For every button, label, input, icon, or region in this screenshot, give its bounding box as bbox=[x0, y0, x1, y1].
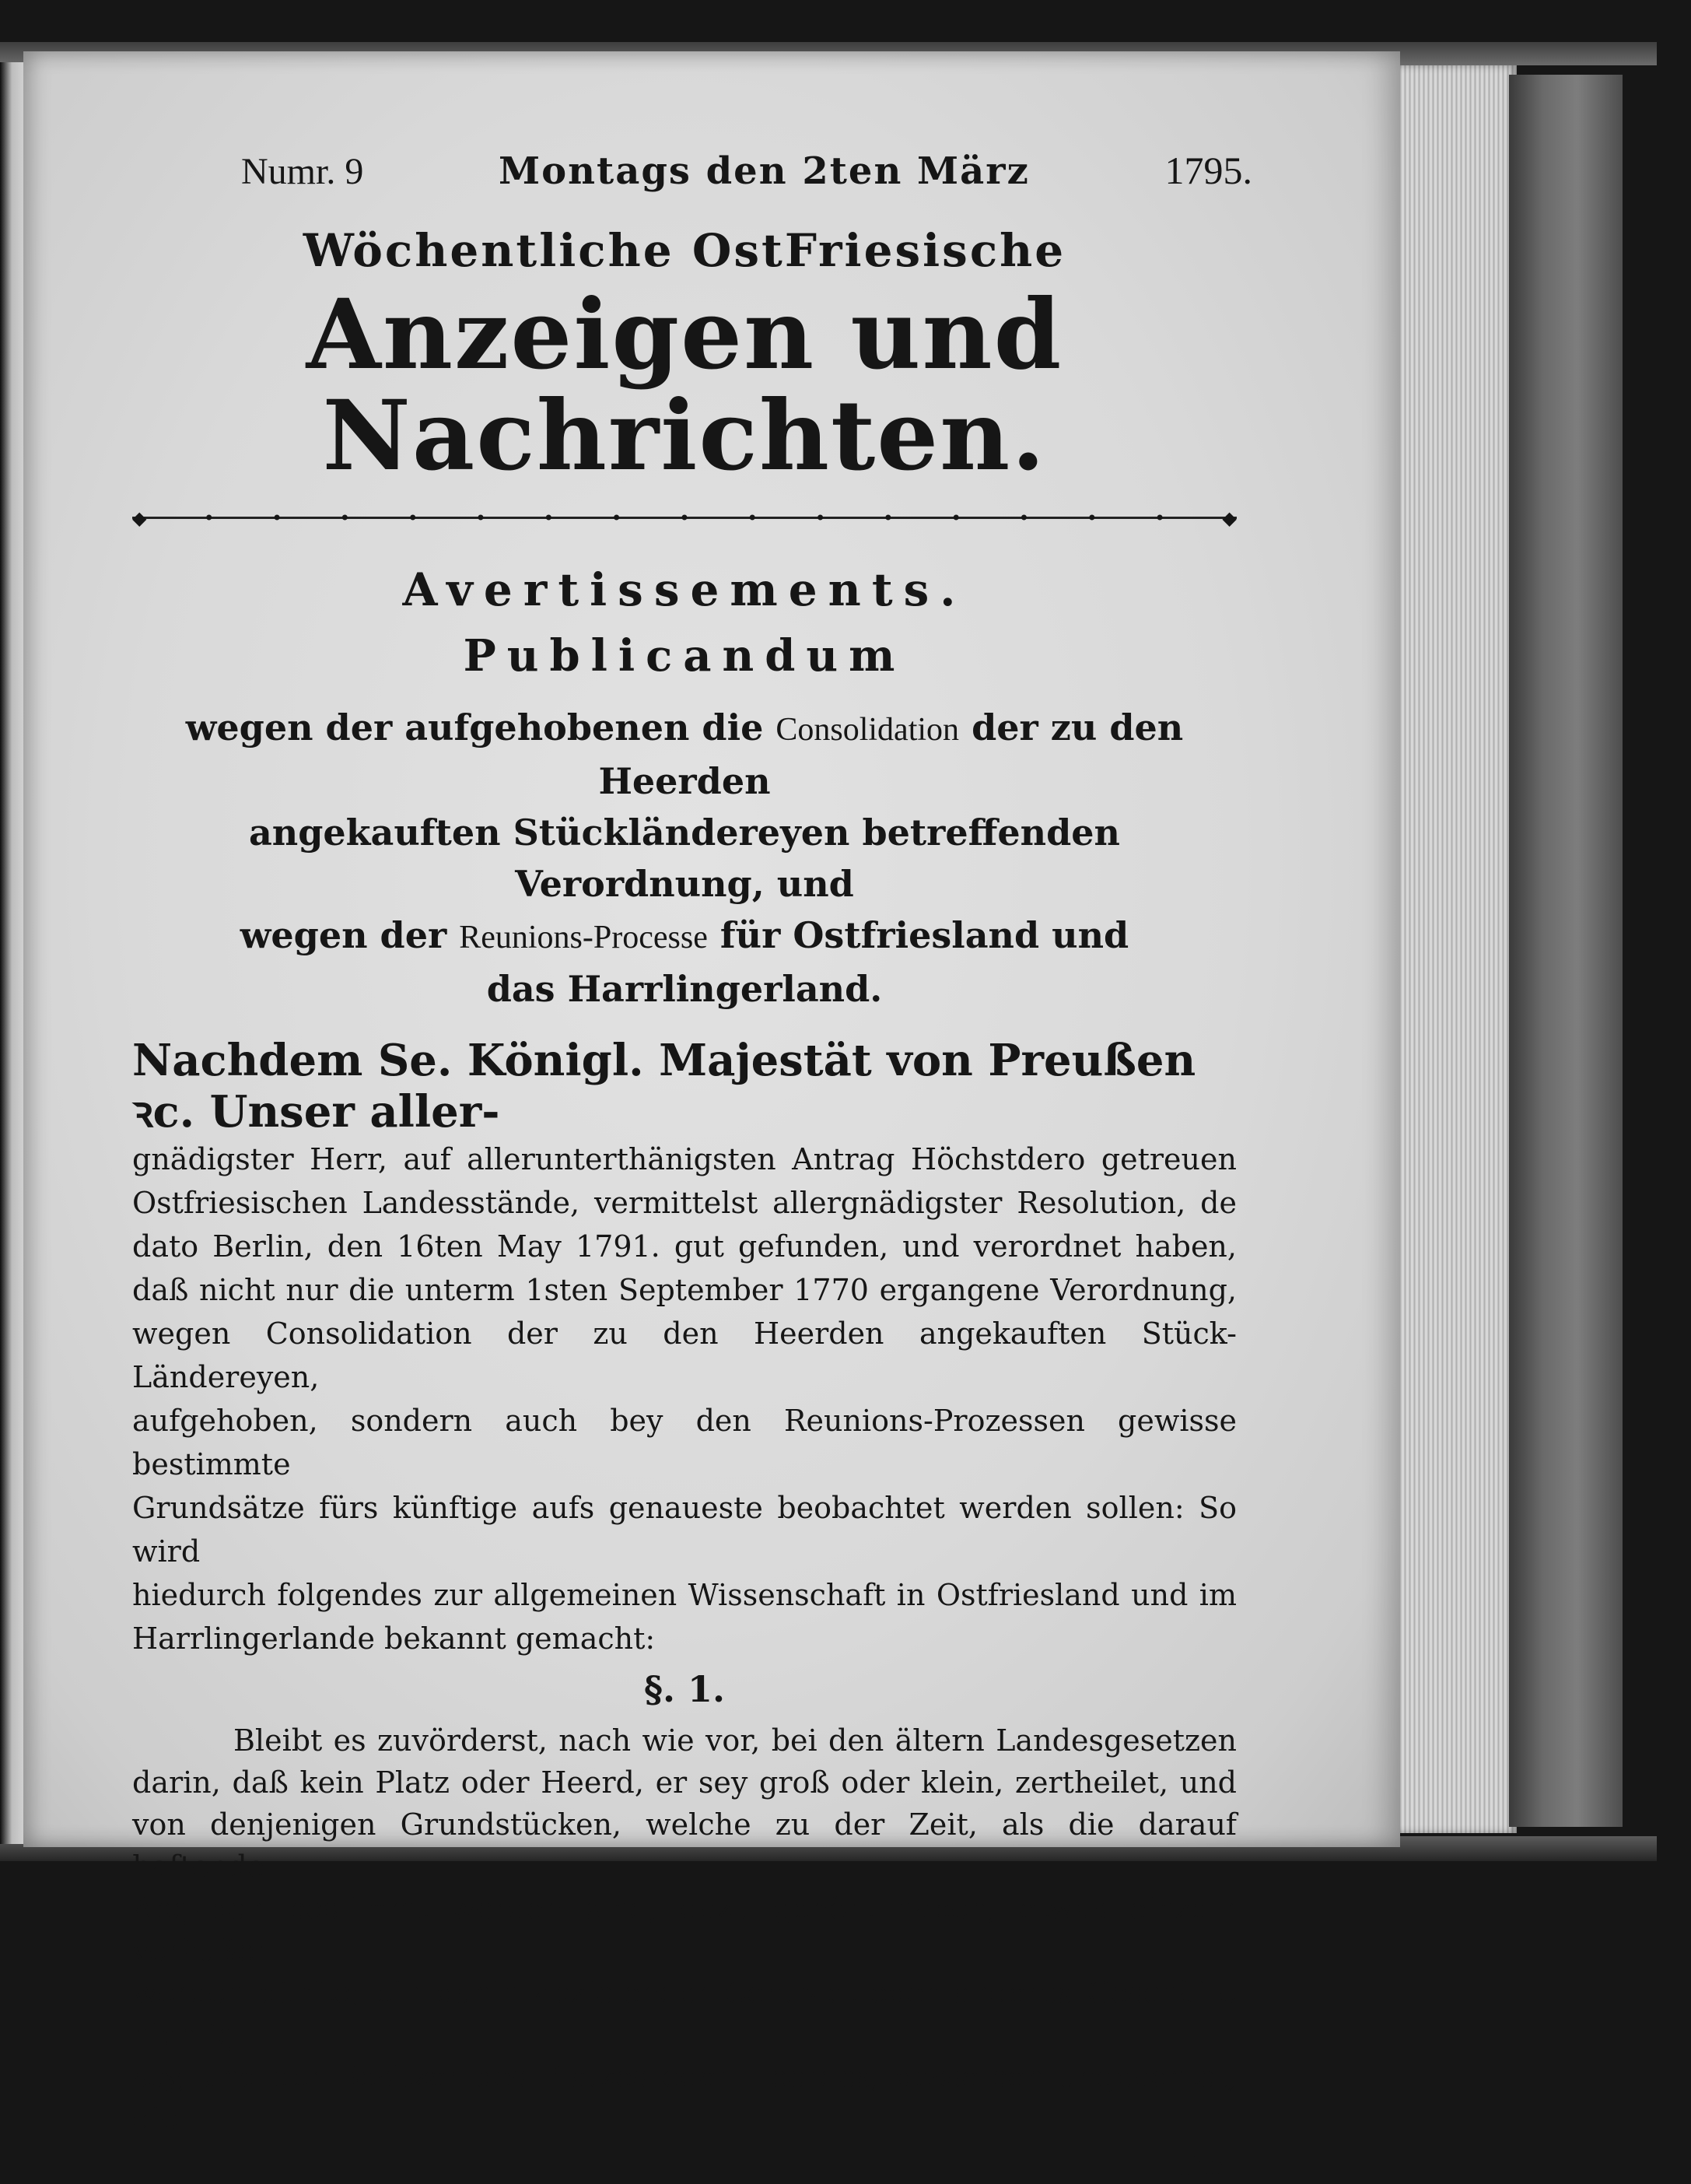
heading-text: wegen der aufgehobenen die bbox=[185, 706, 764, 749]
heading-line-3 bbox=[132, 910, 1237, 963]
rule-ornaments: ◆ • • • • • • • • • • • • • • • ◆ bbox=[132, 507, 1237, 530]
catchword: Be- bbox=[1178, 2147, 1237, 2184]
heading-latin-text: Reunions-Processe bbox=[459, 920, 708, 956]
text-line: hiedurch folgendes zur allgemeinen Wissenschaft in Ostfriesland und im bbox=[132, 1578, 1237, 1613]
heading-line-2: angekauften Stückländereyen betreffenden Verordnung, und bbox=[249, 812, 1120, 906]
book-cover-right bbox=[1509, 75, 1623, 1827]
issue-number: Numr. 9 bbox=[241, 151, 364, 192]
page-stack-edge bbox=[1392, 65, 1517, 1833]
intro-line: Nachdem Se. Königl. Majestät von Preußen ꝛc. Unser aller- bbox=[132, 1035, 1196, 1138]
heading-line-4: das Harrlingerland. bbox=[486, 968, 883, 1011]
heading-text: der zu den Heerden bbox=[598, 706, 1184, 803]
newspaper-subtitle: Wöchentliche OstFriesische bbox=[303, 224, 1066, 277]
text-line: sey, und der Besitzer des Platzes oder Heerdes, desselben ungeachtet, die bbox=[132, 2060, 1237, 2137]
text-line: darin, daß kein Platz oder Heerd, er sey groß oder klein, zertheilet, und bbox=[132, 1765, 1237, 1800]
text-line: Abgaben bestimmt worden sind, dazu gehört haben, etwas einzeln veräußert bbox=[132, 1891, 1237, 1968]
text-line: von denjenigen Grundstücken, welche zu der Zeit, als die darauf haftende bbox=[132, 1807, 1237, 1884]
page-content bbox=[132, 148, 1252, 2184]
publicandum-heading bbox=[132, 702, 1237, 1015]
paragraph-1-text bbox=[132, 1720, 1237, 2140]
section-title: Avertissements. bbox=[402, 563, 967, 617]
masthead-line bbox=[241, 148, 1252, 193]
issue-year: 1795. bbox=[1164, 149, 1252, 192]
text-line: Bleibt es zuvörderst, nach wie vor, bei den ältern Landesgesetzen bbox=[233, 1723, 1237, 1758]
heading-line-1 bbox=[132, 702, 1237, 807]
issue-date: Montags den 2ten März bbox=[499, 149, 1030, 193]
text-line: aufgehoben, sondern auch bey den Reunions-Prozessen gewisse bestimmte bbox=[132, 1404, 1237, 1482]
ornamental-rule bbox=[132, 507, 1237, 529]
text-line: Ostfriesischen Landesstände, vermittelst allergnädigster Resolution, de bbox=[132, 1186, 1237, 1221]
heading-latin-text: Consolidation bbox=[775, 712, 960, 748]
text-line: gnädigster Herr, auf allerunterthänigsten Antrag Höchstdero getreuen bbox=[132, 1142, 1237, 1177]
heading-text: für Ostfriesland und bbox=[719, 914, 1129, 957]
newspaper-title: Anzeigen und Nachrichten. bbox=[306, 279, 1063, 493]
heading-text: wegen der bbox=[240, 914, 447, 957]
section-subtitle: Publicandum bbox=[463, 630, 906, 682]
text-line: Grundsätze fürs künftige aufs genaueste beobachtet werden sollen: So wird bbox=[132, 1491, 1237, 1569]
text-line: wegen Consolidation der zu den Heerden angekauften Stück-Ländereyen, bbox=[132, 1316, 1237, 1395]
text-line: daß nicht nur die unterm 1sten September 1770 ergangene Verordnung, bbox=[132, 1273, 1237, 1308]
text-line: werden dürfte; ein dahin abzielender Contract oder anderes Geschäfte nichtig bbox=[132, 1975, 1237, 2053]
text-line: Harrlingerlande bekannt gemacht: bbox=[132, 1621, 656, 1656]
decree-text bbox=[132, 1138, 1237, 1660]
left-page-edge bbox=[0, 62, 26, 1844]
paragraph-number: §. 1. bbox=[643, 1668, 726, 1711]
text-line: dato Berlin, den 16ten May 1791. gut gefunden, und verordnet haben, bbox=[132, 1229, 1237, 1264]
